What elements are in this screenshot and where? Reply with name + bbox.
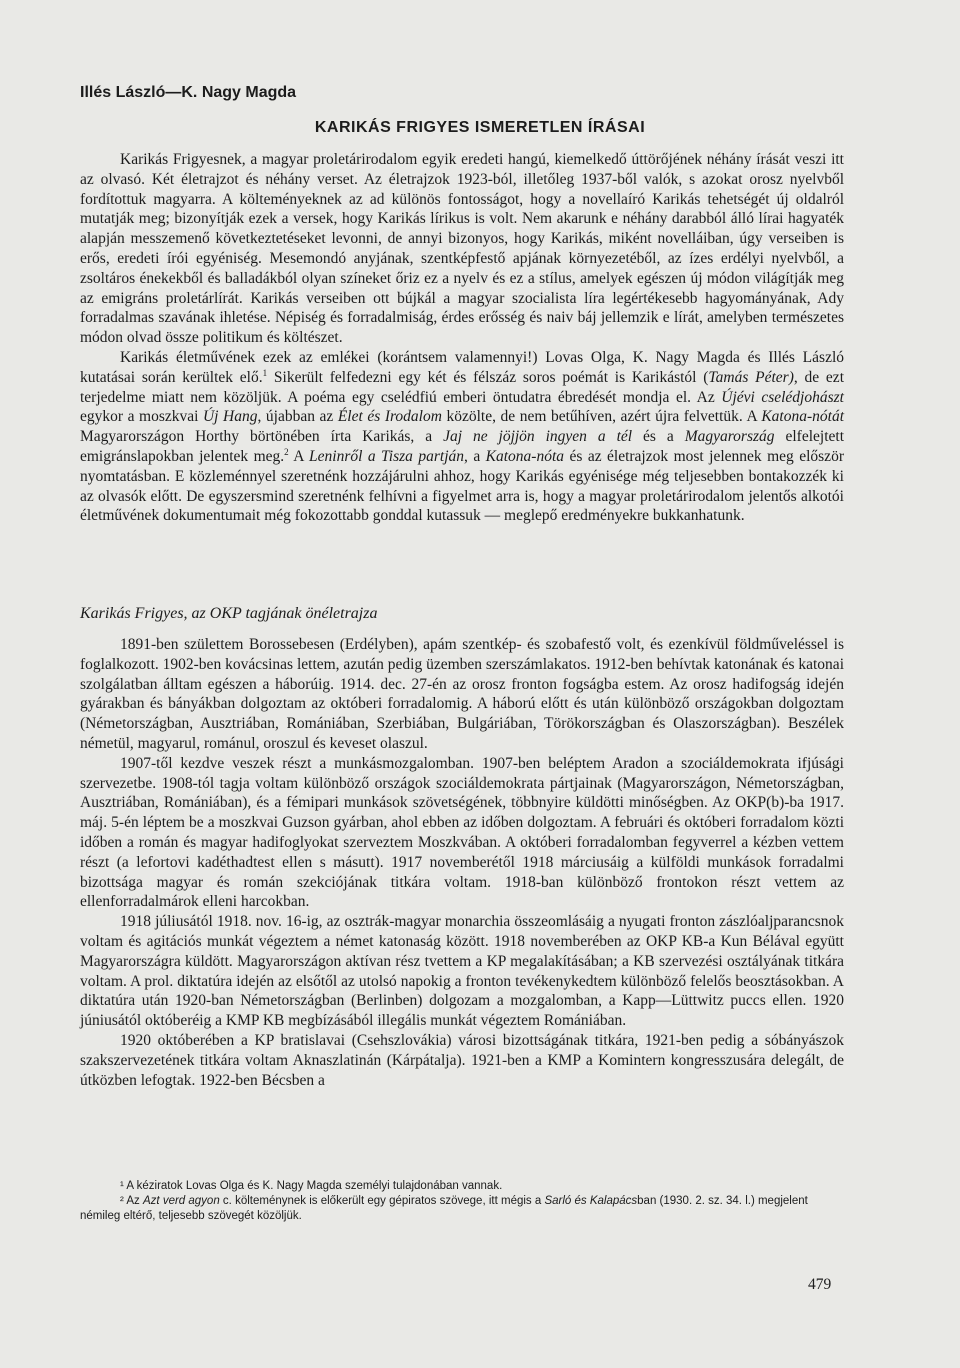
article-title: KARIKÁS FRIGYES ISMERETLEN ÍRÁSAI xyxy=(314,119,646,136)
footnote-mark-1: 1 xyxy=(262,367,268,378)
bio-paragraph: 1907-től kezdve veszek részt a munkásmozgalomban. 1907-ben beléptem Aradon a szociáldemokrata ifjúsági szervezetbe. 1908-tól tagja voltam különböző országok szociáldemokrata pártjainak (Magyarországon, Németországban, Ausztriában, Romániában), és a fémipari munkások szövetségének, többnyire küldötti minőségben. Az OKP(b)-ba 1917. máj. 5-én léptem be a moszkvai Guzson gyárban, ahol ebben az időben dolgoztam. A februári és októberi forradalom közti időben a román és magyar hadifoglyokat szerveztem Moszkvában. A októberi forradalomban fegyverrel a kézben vettem részt (a lefortovi kadéthadtest ellen s másutt). 1917 novemberétől 1918 márciusáig a külföldi munkások forradalmi bizottsága magyar és román szekciójának titkára voltam. 1918-ban különböző frontokon részt vettem az ellenforradalmárok elleni harcokban. xyxy=(80,754,844,911)
intro-paragraph-1: Karikás Frigyesnek, a magyar proletárirodalom egyik eredeti hangú, kiemelkedő úttörőjének néhány írását veszi itt az olvasó. Két életrajzot és néhány verset. Az életrajzok 1923-ból, illetőleg 1937-ből valók, s azokat orosz nyelvből fordítottuk magyarra. A költeményeknek az ad különös fontosságot, hogy a novellaíró Karikás tehetségét új oldalról mutatják meg; bizonyítják ezek a versek, hogy Karikás lírikus is volt. Nem akarunk e néhány darabból álló lírai hagyaték alapján messzemenő következtetéseket levonni, de annyi bizonyos, hogy Karikás, miként novelláiban, úgy verseiben is erős, eredeti írói egyéniség. Mesemondó anyjának, szentképfestő apjának környezetéből, az ízes erdélyi nyelvből, a zsoltáros énekekből és balladákból olyan színeket őriz ez a nyelv és ez a stílus, amelyek egészen új módon világítják meg az emigráns proletárlírát. Karikás verseiben ott bújkál a magyar szocialista líra legértékesebb hagyományának, Ady forradalmas szavának ihletése. Népiség és forradalmiság, érdes erősség és naiv báj jellemzik e lírát, amelyben természetes módon olvad össze politikum és költészet. xyxy=(80,151,844,347)
intro-text xyxy=(80,150,844,526)
footnote-mark-2: 2 xyxy=(284,446,289,457)
bio-paragraph: 1920 októberében a KP bratislavai (Csehszlovákia) városi bizottságának titkára, 1921-ben pedig a sóbányászok szakszervezetének titkára voltam Aknaszlatinán (Kárpátalja). 1921-ben a KMP a Komintern kongresszusára delegált, de útközben lefogtak. 1922-ben Bécsben a xyxy=(80,1031,844,1089)
bio-paragraph: 1918 júliusától 1918. nov. 16-ig, az osztrák-magyar monarchia összeomlásáig a nyugati fronton zászlóaljparancsnok voltam és agitációs munkát végeztem a német katonaság között. 1918 novemberében az OKP KB-a Kun Bélával együtt Magyarországra küldött. Magyarországon aktívan rész tvettem a KP megalakításában; a KB szervezési osztályának titkára voltam. A prol. diktatúra idején az elsőtől az utolsó napokig a fronton tevékenykedtem különböző felelős beosztásokban. A diktatúra után 1920-ban Németországban (Berlinben) dolgozam a mozgalomban, a Kapp—Lüttwitz puccs ellen. 1920 júniusától októberéig a KMP KB megbízásából illegális munkát végeztem Romániában. xyxy=(80,913,844,1030)
footnote-2: ² Az Azt verd agyon c. költeménynek is előkerült egy gépiratos szövege, itt mégis a Sarló és Kalapácsban (1930. 2. sz. 34. l.) megjelent némileg eltérő, teljesebb szövegét közöljük. xyxy=(80,1195,808,1222)
section-title: Karikás Frigyes, az OKP tagjának önéletrajza xyxy=(80,605,378,622)
authors-line: Illés László—K. Nagy Magda xyxy=(80,84,297,101)
page-number: 479 xyxy=(808,1276,832,1293)
footnotes xyxy=(80,1179,844,1224)
intro-paragraph-2: Karikás életművének ezek az emlékei (korántsem valamennyi!) Lovas Olga, K. Nagy Magda és Illés László kutatásai során kerültek elő.$^1$ Sikerült felfedezni egy két és félszáz soros poémát is Karikástól (Tamás Péter), de ezt terjedelme miatt nem közöljük. A poéma egy cselédfiú emberi öntudatra ébredését mondja el. Az Újévi cselédjohászt egykor a moszkvai Új Hang, újabban az Élet és Irodalom közölte, de nem betűhíven, azért újra felvettük. A Katona-nótát Magyarországon Horthy börtönében írta Karikás, a Jaj ne jöjjön ingyen a tél és a Magyarország elfelejtett emigránslapokban jelentek meg.$^2$ A Leninről a Tisza partján, a Katona-nóta és az életrajzok most jelennek meg először nyomtatásban. E közleménnyel szeretnénk hozzájárulni ahhoz, hogy Karikás egyénisége még teljesebben bontakozzék ki az olvasók előtt. De egyszersmind szeretnénk felhívni a figyelmet arra is, hogy a magyar proletárirodalom jelentős alkotói életművének dokumentumait még fokozottabb gonddal kutassuk — meglepő eredményekre bukkanhatunk. xyxy=(80,348,845,525)
autobiography-text xyxy=(80,635,844,1090)
footnote-1: ¹ A kéziratok Lovas Olga és K. Nagy Magda személyi tulajdonában vannak. xyxy=(120,1180,503,1192)
bio-paragraph: 1891-ben születtem Borossebesen (Erdélyben), apám szentkép- és szobafestő volt, és ezenkívül földműveléssel is foglalkozott. 1902-ben kovácsinas lettem, azután pedig üzemben szerszámlakatos. 1912-ben behívtak katonának és katonai szolgálatban álltam egészen a háborúig. 1914. dec. 27-én az orosz fronton fogságba estem. Az orosz hadifogság idején gyárakban és bányákban dolgoztam az októberi forradalomig. A háború előtt és után különböző országokban dolgoztam (Németországban, Ausztriában, Romániában, Szerbiában, Bulgáriában, Törökországban és Olaszországban). Beszélek németül, magyarul, románul, oroszul és keveset olaszul. xyxy=(80,636,844,752)
